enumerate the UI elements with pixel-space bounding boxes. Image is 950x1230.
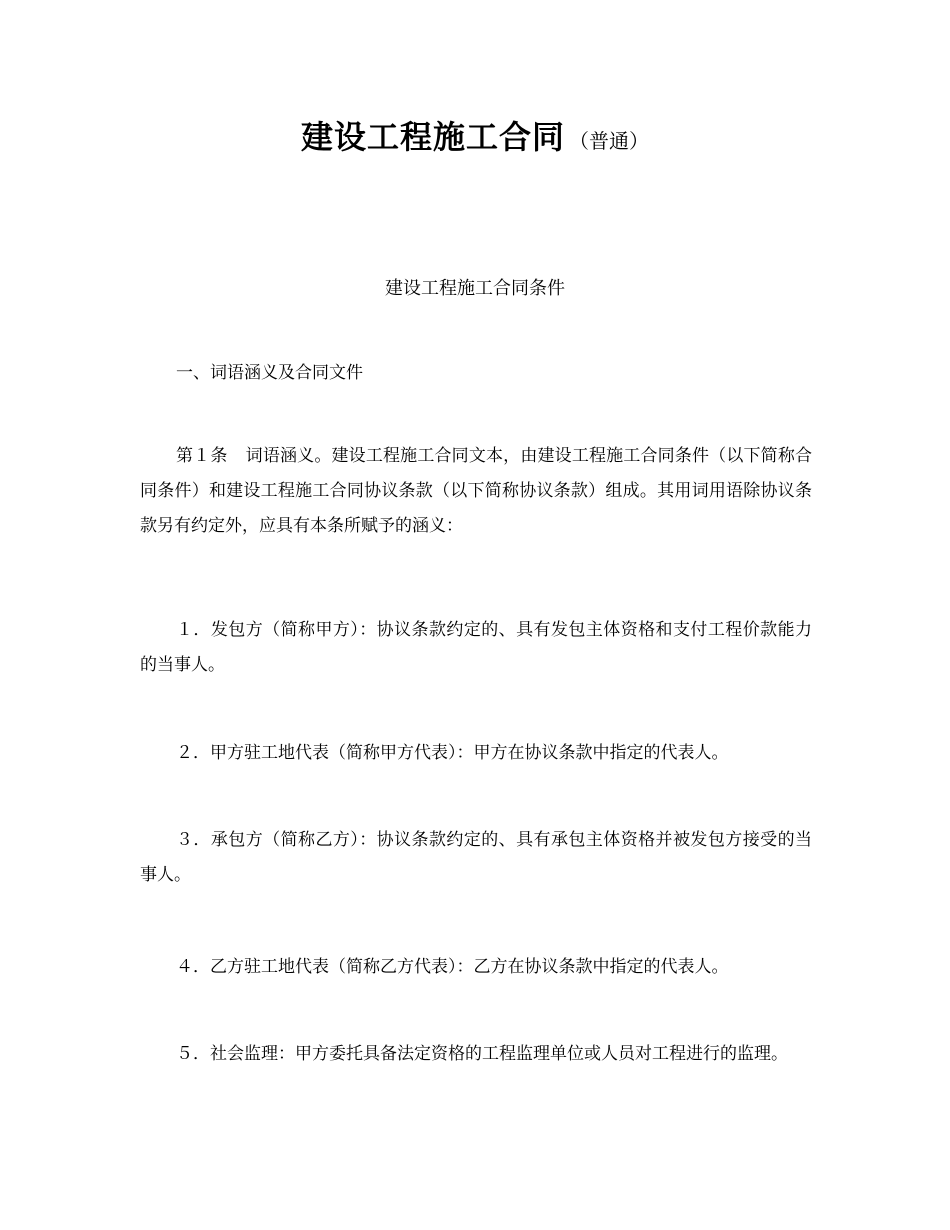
definition-item-3: ３．承包方（简称乙方）：协议条款约定的、具有承包主体资格并被发包方接受的当事人。 [140,830,812,885]
document-subtitle: 建设工程施工合同条件 [385,278,565,299]
section-heading: 一、词语涵义及合同文件 [176,363,363,383]
article-1-paragraph [140,439,812,544]
title-main-text: 建设工程施工合同 [300,118,565,156]
article-1-number: 第１条 [176,446,228,466]
definition-item-5: ５．社会监理：甲方委托具备法定资格的工程监理单位或人员对工程进行的监理。 [176,1044,788,1064]
title-suffix-text: （普通） [569,129,649,153]
definition-item-2: ２．甲方驻工地代表（简称甲方代表）：甲方在协议条款中指定的代表人。 [176,743,729,763]
article-1-text: 词语涵义。建设工程施工合同文本，由建设工程施工合同条件（以下简称合同条件）和建设工程施工合同协议条款（以下简称协议条款）组成。其用词用语除协议条款另有约定外，应具有本条所赋予的涵义： [140,446,812,536]
definition-item-1: １．发包方（简称甲方）：协议条款约定的、具有发包主体资格和支付工程价款能力的当事人。 [140,620,812,675]
definition-item-4: ４．乙方驻工地代表（简称乙方代表）：乙方在协议条款中指定的代表人。 [176,957,729,977]
document-title [0,112,950,158]
